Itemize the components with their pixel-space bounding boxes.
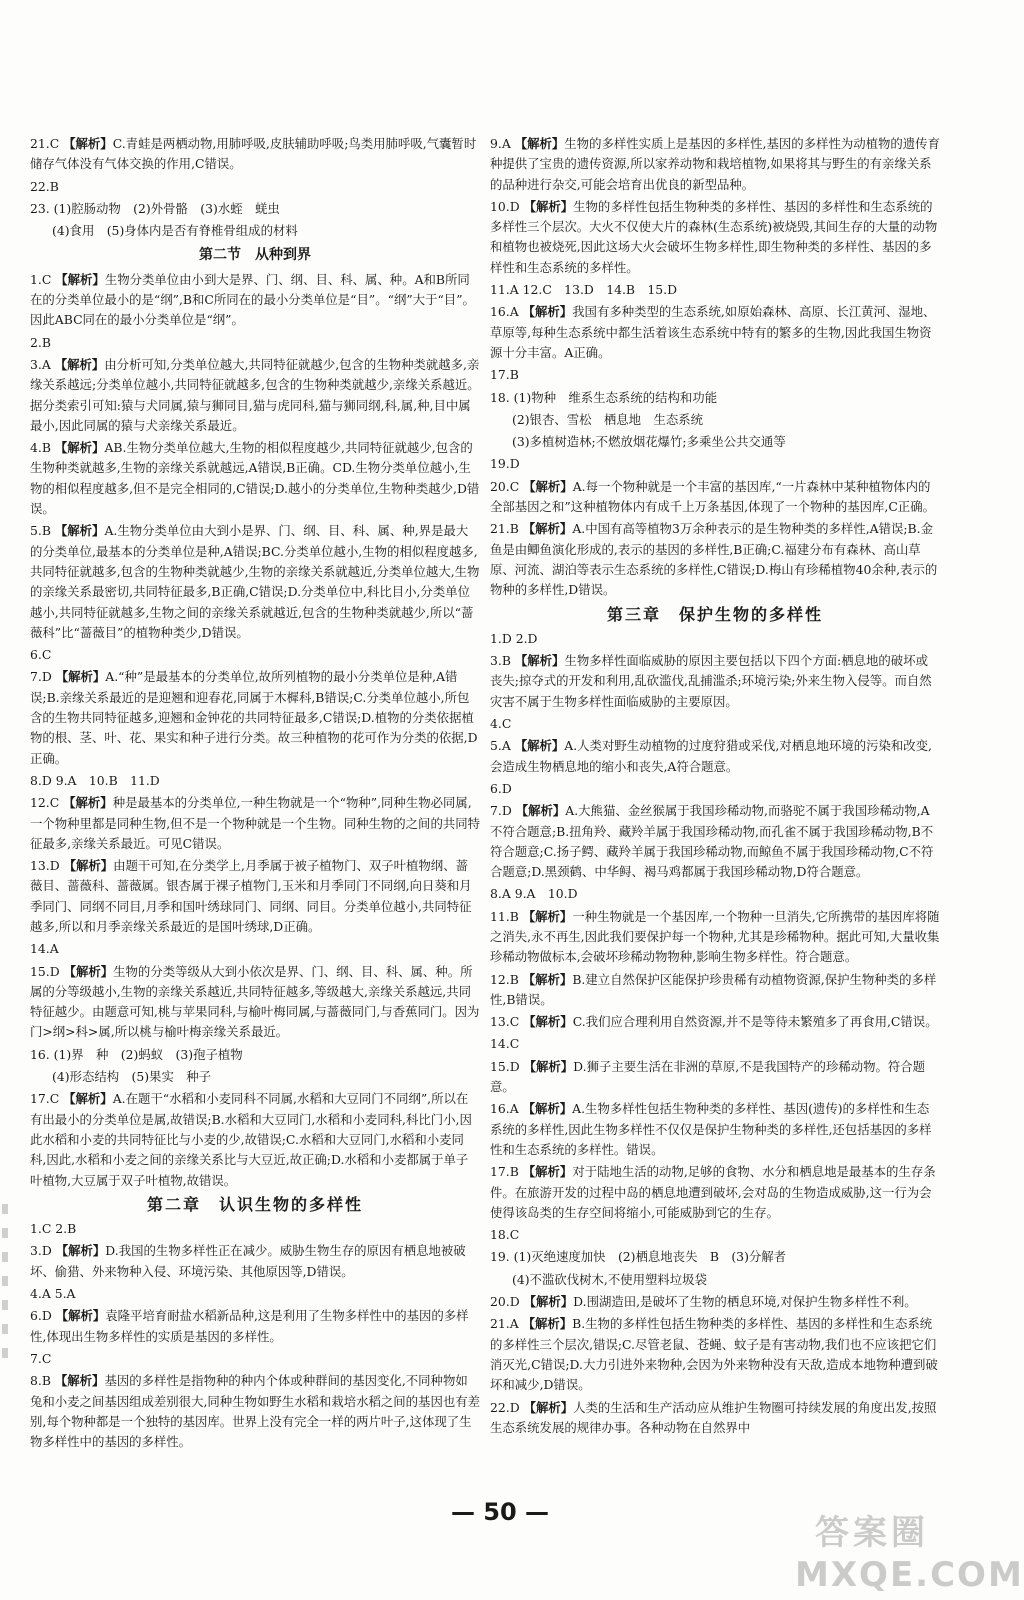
watermark-text: 答案圈: [815, 1513, 929, 1553]
left-column: [30, 134, 480, 1454]
analysis-tag: 【解析】: [54, 356, 105, 372]
watermark-logo: [795, 1505, 1024, 1595]
analysis-tag: 【解析】: [523, 1294, 574, 1310]
answer-text: D.狮子主要生活在非洲的草原,不是我国特产的珍稀动物。符合题意。: [490, 1058, 926, 1095]
question-number: 7.C: [30, 1350, 52, 1366]
answer-entry: [30, 771, 480, 791]
question-number: 17.B: [490, 1164, 519, 1180]
answer-entry: [490, 280, 940, 300]
answer-text: 生物多样性面临威胁的原因主要包括以下四个方面:栖息地的破坏或丧失;掠夺式的开发和利用,乱砍滥伐,乱捕滥杀;环境污染;外来生物入侵等。而自然灾害不属于生物多样性面临威胁的主要原因。: [490, 653, 932, 709]
section-heading: 第二节 从种到界: [199, 247, 311, 264]
answer-entry: [490, 454, 940, 474]
question-number: 21.A: [490, 1316, 519, 1332]
question-number: 4.C: [490, 716, 512, 732]
question-number: 6.D: [30, 1308, 52, 1324]
answer-entry: [30, 1241, 480, 1282]
question-number: 22.B: [30, 178, 59, 194]
answer-entry: [30, 645, 480, 665]
answer-entry: [490, 1247, 940, 1267]
question-number: 14.C: [490, 1036, 520, 1052]
answer-text: D.围湖造田,是破坏了生物的栖息环境,对保护生物多样性不利。: [573, 1294, 917, 1310]
question-number: 1.C: [30, 271, 52, 287]
analysis-tag: 【解析】: [523, 198, 574, 214]
answer-text: A.中国有高等植物3万余种表示的是生物种类的多样性,A错误;B.金鱼是由鲫鱼演化形成的,表示的基因的多样性,B正确;C.福建分布有森林、高山草原、河流、湖泊等表示生态系统的多样性,C错误;D.梅山有珍稀植物40余种,表示的物种的多样性,D错误。: [490, 521, 938, 598]
answer-text: 生物的多样性实质上是基因的多样性,基因的多样性为动植物的遗传育种提供了宝贵的遗传资源,所以家养动物和栽培植物,如果将其与野生的有亲缘关系的品种进行杂交,可能会培育出优良的新型品种。: [490, 136, 940, 192]
answer-entry: [30, 333, 480, 353]
answer-text: C.我们应合理利用自然资源,并不是等待未繁殖多了再食用,C错误。: [572, 1014, 938, 1030]
answer-entry: [30, 438, 480, 519]
section-heading: 第二章 认识生物的多样性: [146, 1194, 363, 1214]
question-number: 8.A: [490, 886, 511, 902]
question-number: 19.D: [490, 456, 520, 472]
question-number: 11.B: [490, 908, 519, 924]
question-number: 12.B: [490, 971, 519, 987]
answer-continuation: (4)形态结构 (5)果实 种子: [52, 1069, 212, 1085]
answer-continuation: (4)食用 (5)身体内是否有脊椎骨组成的材料: [52, 223, 298, 239]
answer-entry: [490, 884, 940, 904]
question-number: 17.B: [490, 367, 519, 383]
answer-text: 生物分类单位由小到大是界、门、纲、目、科、属、种。A和B所同在的分类单位最小的是“纲”,B和C所同在的最小分类单位是“目”。“纲”大于“目”。因此ABC同在的最小分类单位是“纲”。: [30, 271, 475, 328]
answer-text: A.大熊猫、金丝猴属于我国珍稀动物,而骆驼不属于我国珍稀动物,A不符合题意;B.扭角羚、藏羚羊属于我国珍稀动物,而孔雀不属于我国珍稀动物,B不符合题意;C.扬子鳄、藏羚羊属于我国珍稀动物,而鲸鱼不属于我国珍稀动物,C不符合题意;D.黑颈鹤、中华鲟、褐马鸡都属于我国珍稀动物,D符合题意。: [490, 803, 934, 880]
analysis-tag: 【解析】: [523, 1014, 573, 1030]
analysis-tag: 【解析】: [522, 304, 573, 320]
answer-text: 基因的多样性是指物种的种内个体或种群间的基因变化,不同种物如兔和小麦之间基因组成差别很大,同种生物如野生水稻和栽培水稻之间的基因也有差别,每个物种都是一个独特的基因库。世界上没有完全一样的两片叶子,这体现了生物多样性中的基因的多样性。: [30, 1373, 481, 1450]
answer-entry: [490, 1292, 940, 1312]
analysis-tag: 【解析】: [63, 858, 114, 874]
answer-entry: [490, 736, 940, 777]
answer-text: D.我国的生物多样性正在减少。威胁生物生存的原因有栖息地被破坏、偷猎、外来物种入侵、环境污染、其他原因等,D错误。: [30, 1243, 466, 1279]
question-number: 20.D: [490, 1294, 520, 1310]
question-number: 11.A: [490, 282, 519, 298]
answer-entry: [490, 134, 940, 195]
answer-text: 12.C 13.D 14.B 15.D: [522, 282, 678, 298]
analysis-tag: 【解析】: [522, 1164, 573, 1180]
analysis-tag: 【解析】: [523, 1399, 574, 1415]
analysis-tag: 【解析】: [54, 523, 105, 539]
answer-text: 5.A: [54, 1286, 76, 1302]
question-number: 6.C: [30, 647, 52, 663]
question-number: 7.D: [490, 803, 512, 819]
analysis-tag: 【解析】: [54, 1373, 105, 1389]
page-number: — 50 —: [450, 1498, 550, 1526]
question-number: 5.A: [490, 738, 511, 754]
answer-entry: [30, 355, 480, 436]
question-number: 15.D: [490, 1058, 520, 1074]
question-number: 16.A: [490, 304, 519, 320]
question-number: 6.D: [490, 780, 512, 796]
answer-entry: [30, 1306, 480, 1347]
answer-entry: [490, 1057, 940, 1098]
answer-text: (1)腔肠动物 (2)外骨骼 (3)水蛭 蜣虫: [53, 200, 280, 216]
watermark-url: MXQE.COM: [795, 1555, 1024, 1595]
answer-text: A.“种”是最基本的分类单位,故所列植物的最小分类单位是种,A错误;B.亲缘关系最近的是迎翘和迎春花,同属于木樨科,B错误;C.分类单位越小,所包含的生物共同特征越多,迎翘和金钟花的共同特征最多,C错误;D.植物的分类依据植物的根、茎、叶、花、果实和种子进行分类。故三种植物的花可作为分类的依据,D正确。: [30, 669, 478, 766]
answer-text: 种是最基本的分类单位,一种生物就是一个“物种”,同种生物必同属,一个物种里都是同种生物,但不是一个物种就是一个生物。同种生物的之间的共同特征最多,亲缘关系最近。可见C错误。: [30, 795, 481, 851]
answer-text: 一种生物就是一个基因库,一个物种一旦消失,它所携带的基因库将随之消失,永不再生,因此我们要保护每一个物种,尤其是珍稀物种。据此可知,大量收集珍稀动物做标本,会破坏珍稀动物物种,影响生物多样性。符合题意。: [490, 908, 940, 965]
answer-text: (1)灭绝速度加快 (2)栖息地丧失 B (3)分解者: [513, 1249, 787, 1265]
question-number: 1.C: [30, 1221, 52, 1237]
answer-entry: [30, 199, 480, 219]
answer-text: 人类的生活和生产活动应从维护生物圈可持续发展的角度出发,按照生态系统发展的规律办事。各种动物在自然界中: [490, 1399, 937, 1435]
question-number: 16.: [30, 1046, 50, 1062]
question-number: 15.D: [30, 963, 60, 979]
question-number: 3.D: [30, 1243, 52, 1259]
answer-text: B.建立自然保护区能保护珍贵稀有动植物资源,保护生物种类的多样性,B错误。: [490, 971, 937, 1007]
analysis-tag: 【解析】: [55, 669, 106, 685]
answer-entry: [490, 1314, 940, 1395]
analysis-tag: 【解析】: [522, 971, 573, 987]
answer-entry: [30, 667, 480, 768]
answer-text: C.青蛙是两栖动物,用肺呼吸,皮肤辅助呼吸;鸟类用肺呼吸,气囊暂时储存气体没有气体交换的作用,C错误。: [30, 136, 477, 172]
question-number: 3.A: [30, 356, 51, 372]
answer-continuation: (4)不滥砍伐树木,不使用塑料垃圾袋: [512, 1271, 707, 1287]
question-number: 21.B: [490, 521, 519, 537]
answer-entry: [490, 714, 940, 734]
answer-entry: [490, 519, 940, 600]
answer-text: 由题干可知,在分类学上,月季属于被子植物门、双子叶植物纲、蔷薇目、蔷薇科、蔷薇属。银杏属于裸子植物门,玉米和月季同门不同纲,向日葵和月季同门、同纲不同目,月季和国叶绣球同门、同纲、同目。分类单位越小,共同特征越多,所以和月季亲缘关系最近的是国叶绣球,D正确。: [30, 858, 472, 934]
answer-entry: [30, 1089, 480, 1190]
question-number: 20.C: [490, 478, 520, 494]
analysis-tag: 【解析】: [514, 738, 565, 754]
analysis-tag: 【解析】: [514, 136, 565, 151]
question-number: 8.B: [30, 1373, 51, 1389]
answer-entry: [30, 1284, 480, 1304]
answer-entry: [30, 793, 480, 854]
answer-entry: [30, 521, 480, 643]
analysis-tag: 【解析】: [523, 1058, 574, 1074]
question-number: 4.A: [30, 1286, 51, 1302]
answer-entry: [490, 197, 940, 278]
question-number: 17.C: [30, 1091, 60, 1107]
question-number: 1.D: [490, 630, 512, 646]
answer-entry: [490, 302, 940, 363]
answer-continuation: (2)银杏、雪松 栖息地 生态系统: [512, 411, 704, 427]
answer-entry: [490, 1099, 940, 1160]
answer-entry: [490, 1398, 940, 1439]
question-number: 22.D: [490, 1399, 520, 1415]
answer-entry: [490, 1225, 940, 1245]
answer-entry: [490, 365, 940, 385]
question-number: 14.A: [30, 941, 59, 957]
analysis-tag: 【解析】: [515, 803, 566, 819]
analysis-tag: 【解析】: [522, 1316, 573, 1332]
question-number: 8.D: [30, 772, 52, 788]
question-number: 19.: [490, 1249, 510, 1265]
answer-entry: [30, 1349, 480, 1369]
answer-entry: [490, 651, 940, 712]
answer-entry: [490, 1162, 940, 1223]
answer-entry: [30, 177, 480, 197]
question-number: 16.A: [490, 1101, 519, 1117]
answer-text: 2.D: [515, 630, 538, 646]
answer-entry: [30, 1371, 480, 1452]
analysis-tag: 【解析】: [522, 1101, 573, 1117]
answer-text: 2.B: [55, 1221, 77, 1237]
answer-text: 9.A 10.D: [514, 886, 578, 902]
question-number: 21.C: [30, 136, 60, 151]
question-number: 9.A: [490, 136, 511, 151]
answer-entry: [30, 1219, 480, 1239]
answer-continuation: (3)多植树造林;不燃放烟花爆竹;多乘坐公共交通等: [512, 434, 786, 450]
answer-text: AB.生物分类单位越大,生物的相似程度越少,共同特征就越少,包含的生物种类就越多,生物的亲缘关系就越远,A错误,B正确。CD.生物分类单位越小,生物的相似程度越多,但不是完全相同的,C错误;D.越小的分类单位,生物种类越少,D错误。: [30, 440, 480, 517]
analysis-tag: 【解析】: [522, 521, 573, 537]
question-number: 2.B: [30, 334, 51, 350]
question-number: 23.: [30, 200, 50, 216]
answer-text: 对于陆地生活的动物,足够的食物、水分和栖息地是最基本的生存条件。在旅游开发的过程中岛的栖息地遭到破坏,会对岛的生物造成威胁,这一行为会使得该岛类的生存空间将缩小,可能威胁到它的生存。: [490, 1164, 936, 1220]
answer-entry: [30, 939, 480, 959]
answer-entry: [30, 962, 480, 1043]
answer-entry: [490, 1012, 940, 1032]
question-number: 10.D: [490, 198, 520, 214]
answer-text: A.在题干“水稻和小麦同科不同属,水稻和大豆同门不同纲”,所以在有出最小的分类单位是属,故错误;B.水稻和大豆同门,水稻和小麦同科,科比门小,因此水稻和小麦的共同特征比与小麦的少,故错误;C.水稻和大豆同门,水稻和小麦同科,因此,水稻和小麦之间的亲缘关系比与大豆近,故正确;D.水稻和小麦都属于单子叶植物,大豆属于双子叶植物,故错误。: [30, 1091, 472, 1188]
answer-text: 我国有多种类型的生态系统,如原始森林、高原、长江黄河、湿地、草原等,每种生态系统中都生活着该生态系统中特有的繁多的生物,因此我国生物资源十分丰富。A正确。: [490, 304, 936, 360]
answer-entry: [30, 270, 480, 331]
answer-text: (1)界 种 (2)蚂蚁 (3)孢子植物: [53, 1046, 243, 1062]
answer-entry: [490, 1034, 940, 1054]
question-number: 18.C: [490, 1227, 520, 1243]
answer-text: 生物的分类等级从大到小依次是界、门、纲、目、科、属、种。所属的分等级越小,生物的亲缘关系越近,共同特征越多,等级越大,亲缘关系越远,共同特征越少。由题意可知,桃与苹果同科,与榆叶梅同属,与蔷薇同门,与香蕉同门。因为门>纲>科>属,所以桃与榆叶梅亲缘关系最近。: [30, 963, 480, 1040]
question-number: 12.C: [30, 795, 60, 811]
section-heading: 第三章 保护生物的多样性: [606, 604, 823, 624]
answer-text: 生物的多样性包括生物种类的多样性、基因的多样性和生态系统的多样性三个层次。大火不仅使大片的森林(生态系统)被烧毁,其间生存的大量的动物和植物也被烧死,因此这场大火会破坏生物多样性,即生物种类的多样性、基因的多样性和生态系统的多样性。: [490, 198, 938, 275]
question-number: 4.B: [30, 440, 51, 456]
answer-entry: [490, 907, 940, 968]
analysis-tag: 【解析】: [54, 440, 105, 456]
analysis-tag: 【解析】: [55, 1308, 106, 1324]
right-column: [490, 134, 940, 1440]
analysis-tag: 【解析】: [63, 1091, 113, 1107]
answer-text: (1)物种 维系生态系统的结构和功能: [513, 389, 718, 405]
answer-text: 9.A 10.B 11.D: [55, 772, 160, 788]
answer-text: A.每一个物种就是一个丰富的基因库,“一片森林中某种植物体内的全部基因之和”这种植物体内有成千上万条基因,体现了一个物种的基因库,C正确。: [490, 478, 935, 515]
answer-text: A.生物多样性包括生物种类的多样性、基因(遗传)的多样性和生态系统的多样性,因此生物多样性不仅仅是保护生物种类的多样性,还包括基因的多样性和生态系统的多样性。错误。: [490, 1101, 932, 1157]
answer-entry: [490, 779, 940, 799]
analysis-tag: 【解析】: [63, 136, 113, 151]
analysis-tag: 【解析】: [63, 963, 114, 979]
answer-entry: [490, 970, 940, 1011]
analysis-tag: 【解析】: [514, 653, 565, 669]
answer-text: 袁隆平培育耐盐水稻新品种,这是利用了生物多样性中的基因的多样性,体现出生物多样性的实质是基因的多样性。: [30, 1308, 469, 1344]
answer-entry: [490, 629, 940, 649]
answer-text: A.人类对野生动植物的过度狩猎或采伐,对栖息地环境的污染和改变,会造成生物栖息地的缩小和丧失,A符合题意。: [490, 738, 932, 774]
question-number: 7.D: [30, 669, 52, 685]
question-number: 18.: [490, 389, 510, 405]
answer-text: A.生物分类单位由大到小是界、门、纲、目、科、属、种,界是最大的分类单位,最基本的分类单位是种,A错误;BC.分类单位越小,生物的相似程度越多,共同特征就越多,包含的生物种类就越少,生物的亲缘关系就越近,分类单位越大,生物的亲缘关系最密切,共同特征最多,B正确,C错误;D.分类单位中,科比目小,分类单位越小,共同特征就越多,生物之间的亲缘关系就越近,包含的生物种类就越少,所以“蔷薇科”比“蔷薇目”的植物种类少,D错误。: [30, 523, 480, 640]
answer-entry: [30, 134, 480, 175]
question-number: 3.B: [490, 653, 511, 669]
analysis-tag: 【解析】: [63, 795, 113, 811]
binding-margin-marks: [0, 1190, 12, 1390]
analysis-tag: 【解析】: [523, 478, 573, 494]
question-number: 13.C: [490, 1014, 520, 1030]
question-number: 13.D: [30, 858, 60, 874]
answer-entry: [490, 801, 940, 882]
answer-entry: [490, 477, 940, 518]
answer-entry: [30, 1045, 480, 1065]
answer-text: 由分析可知,分类单位越大,共同特征就越少,包含的生物种类就越多,亲缘关系越远;分类单位越小,共同特征就越多,包含的生物种类就越少,亲缘关系越近。据分类索引可知:猿与犬同属,猿与狮同目,猫与虎同科,猫与狮同纲,科,属,种,目中属最小,因此同属的猿与犬亲缘关系最近。: [30, 356, 480, 433]
analysis-tag: 【解析】: [55, 1243, 106, 1259]
question-number: 5.B: [30, 523, 51, 539]
answer-text: B.生物的多样性包括生物种类的多样性、基因的多样性和生态系统的多样性三个层次,错误;C.尽管老鼠、苍蝇、蚊子是有害动物,我们也不应该把它们消灭光,C错误;D.大力引进外来物种,会因为外来物种没有天敌,造成本地物种遭到破坏和减少,D错误。: [490, 1316, 938, 1393]
answer-entry: [30, 856, 480, 937]
analysis-tag: 【解析】: [55, 271, 105, 287]
analysis-tag: 【解析】: [522, 908, 573, 924]
answer-entry: [490, 388, 940, 408]
